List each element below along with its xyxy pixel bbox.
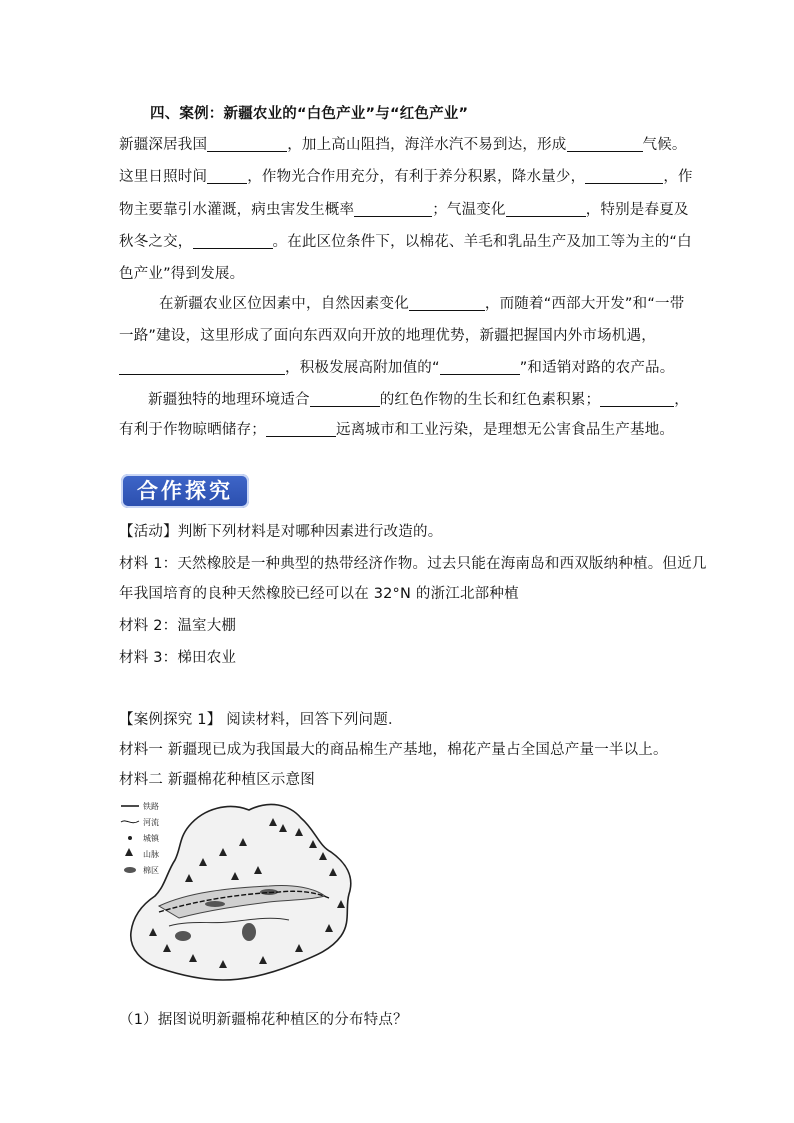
blank-13[interactable] xyxy=(266,422,336,437)
blank-12[interactable] xyxy=(600,392,674,407)
legend-town: 城镇 xyxy=(143,834,159,843)
blank-5[interactable] xyxy=(354,202,432,217)
map-legend xyxy=(121,801,160,875)
para1-line4: 秋冬之交， 。在此区位条件下，以棉花、羊毛和乳品生产及加工等为主的“白 xyxy=(119,234,692,250)
para2-line1: 在新疆农业区位因素中，自然因素变化 ，而随着“西部大开发”和“一带 xyxy=(159,296,685,312)
case-material-2: 材料二 新疆棉花种植区示意图 xyxy=(119,772,315,788)
case-title: 【案例探究 1】 阅读材料，回答下列问题． xyxy=(119,712,403,728)
para1-line1: 新疆深居我国 ，加上高山阻挡，海洋水汽不易到达，形成 气候。 xyxy=(119,137,687,153)
xinjiang-cotton-map xyxy=(119,796,359,986)
activity-material-1b: 年我国培育的良种天然橡胶已经可以在 32°N 的浙江北部种植 xyxy=(119,586,519,602)
para1-line3: 物主要靠引水灌溉，病虫害发生概率 ；气温变化 ，特别是春夏及 xyxy=(119,202,689,218)
blank-6[interactable] xyxy=(506,202,586,217)
blank-7[interactable] xyxy=(193,234,273,249)
activity-material-3: 材料 3：梯田农业 xyxy=(119,650,237,666)
blank-2[interactable] xyxy=(567,137,643,152)
activity-material-1a: 材料 1：天然橡胶是一种典型的热带经济作物。过去只能在海南岛和西双版纳种植。但近几 xyxy=(119,556,707,572)
legend-river: 河流 xyxy=(143,818,159,827)
case-material-1: 材料一 新疆现已成为我国最大的商品棉生产基地，棉花产量占全国总产量一半以上。 xyxy=(119,742,668,758)
legend-railway: 铁路 xyxy=(143,802,159,811)
legend-mountain: 山脉 xyxy=(143,850,159,859)
blank-11[interactable] xyxy=(310,392,380,407)
question-1: （1）据图说明新疆棉花种植区的分布特点？ xyxy=(119,1012,408,1028)
activity-title: 【活动】判断下列材料是对哪种因素进行改造的。 xyxy=(119,524,443,540)
para2-line3: ，积极发展高附加值的“ ”和适销对路的农产品。 xyxy=(119,356,674,377)
para2-line2: 一路”建设，这里形成了面向东西双向开放的地理优势，新疆把握国内外市场机遇， xyxy=(119,328,656,344)
para3-line1: 新疆独特的地理环境适合 的红色作物的生长和红色素积累； ， xyxy=(148,392,689,408)
activity-material-2: 材料 2：温室大棚 xyxy=(119,618,237,634)
para3-line2: 有利于作物晾晒储存； 远离城市和工业污染，是理想无公害食品生产基地。 xyxy=(119,422,675,438)
blank-3[interactable] xyxy=(207,169,247,184)
para1-line2: 这里日照时间 ，作物光合作用充分，有利于养分积累，降水量少， ，作 xyxy=(119,169,693,185)
blank-4[interactable] xyxy=(585,169,663,184)
blank-9[interactable] xyxy=(119,360,285,375)
cooperative-inquiry-badge: 合作探究 xyxy=(121,474,249,508)
legend-cotton: 棉区 xyxy=(143,866,159,875)
blank-10[interactable] xyxy=(440,360,520,375)
para1-line5: 色产业”得到发展。 xyxy=(119,266,245,282)
section-title: 四、案例：新疆农业的“白色产业”与“红色产业” xyxy=(150,106,469,122)
blank-8[interactable] xyxy=(409,296,485,311)
blank-1[interactable] xyxy=(207,137,287,152)
